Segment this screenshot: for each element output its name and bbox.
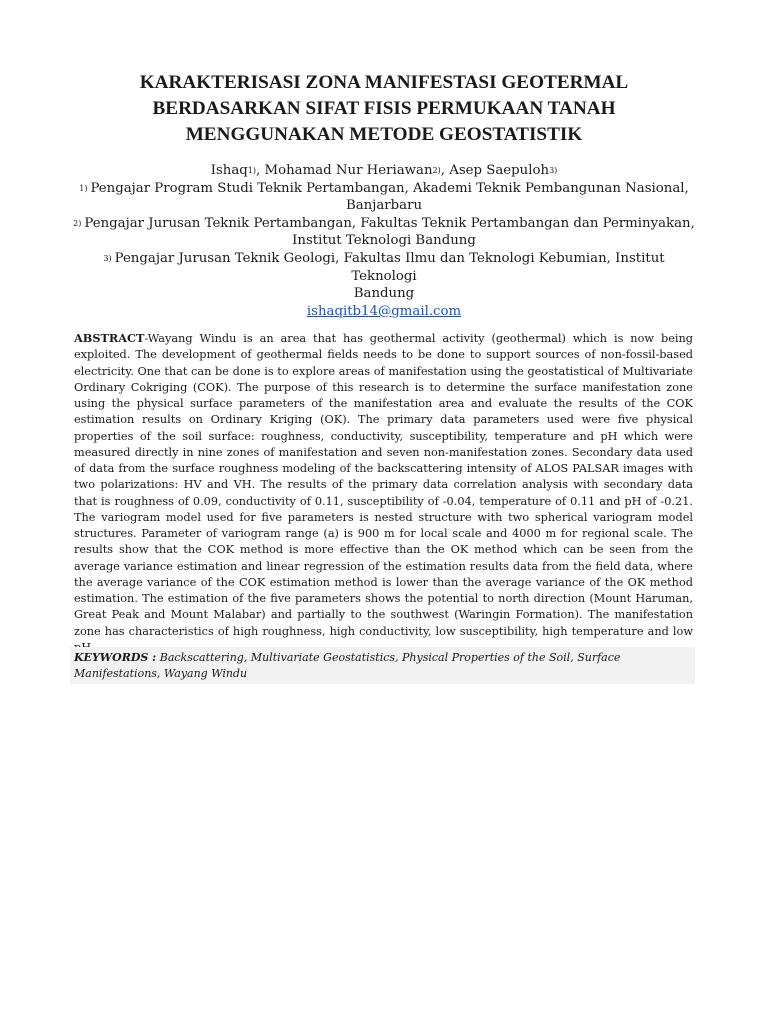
author-separator: ,: [440, 163, 450, 178]
affiliation-text: Pengajar Jurusan Teknik Geologi, Fakultas Ilmu dan Teknologi Kebumian, Institut Teknologi: [114, 250, 665, 284]
author-block: [70, 162, 698, 320]
author-mark: 2): [432, 166, 441, 175]
keywords-label: KEYWORDS :: [74, 651, 157, 664]
affiliation-text: Pengajar Jurusan Teknik Pertambangan, Fakultas Teknik Pertambangan dan Perminyakan,: [84, 215, 695, 231]
affiliation-line: Bandung: [353, 286, 415, 302]
title-line: BERDASARKAN SIFAT FISIS PERMUKAAN TANAH: [152, 98, 616, 119]
affiliation-mark: 2): [73, 218, 82, 228]
affiliation-line: [70, 180, 698, 198]
title-line: MENGGUNAKAN METODE GEOSTATISTIK: [185, 124, 583, 145]
title-line: KARAKTERISASI ZONA MANIFESTASI GEOTERMAL: [139, 72, 629, 93]
author-mark: 1): [247, 166, 257, 175]
paper-title: [70, 70, 698, 148]
author-list: [70, 162, 698, 180]
abstract-text: -Wayang Windu is an area that has geothermal activity (geothermal) which is now being exploited. The development of geothermal fields needs to be done to support sources of non-fossil-based electricity. One that can be done is to explore areas of manifestation using the geostatistical of Multivariate Ordinary Cokriging (COK). The purpose of this research is to determine the surface manifestation zone using the physical surface parameters of the manifestation area and evaluate the results of the COK estimation results on Ordinary Kriging (OK). The primary data parameters used were five physical properties of the soil surface: roughness, conductivity, susceptibility, temperature and pH which were measured directly in nine zones of manifestation and seven non-manifestation zones. Secondary data used of data from the surface roughness modeling of the backscattering intensity of ALOS PALSAR images with two polarizations: HV and VH. The results of the primary data correlation analysis with secondary data that is roughness of 0.09, conductivity of 0.11, susceptibility of -0.04, temperature of 0.11 and pH of -0.21. The variogram model used for five parameters is nested structure with two spherical variogram model structures. Parameter of variogram range (a) is 900 m for local scale and 4000 m for regional scale. The results show that the COK method is more effective than the OK method which can be seen from the average variance estimation and linear regression of the estimation results data from the field data, where the average variance of the COK estimation method is lower than the average variance of the OK method estimation. The estimation of the five parameters shows the potential to north direction (Mount Haruman, Great Peak and Mount Malabar) and partially to the southwest (Waringin Formation). The manifestation zone has characteristics of high roughness, high conductivity, low susceptibility, high temperature and low: [74, 332, 693, 638]
affiliation-mark: 3): [103, 253, 112, 263]
email-line: [70, 303, 698, 321]
author-name: Asep Saepuloh: [449, 163, 550, 178]
abstract-label: ABSTRACT: [74, 331, 145, 345]
abstract: [74, 330, 693, 656]
affiliation-line: Banjarbaru: [345, 198, 423, 214]
affiliation-line: [70, 215, 698, 233]
email-link[interactable]: ishaqitb14@gmail.com: [306, 303, 462, 319]
affiliation-line: Institut Teknologi Bandung: [292, 233, 476, 249]
affiliation-mark: 1): [79, 183, 88, 193]
keywords-text: Backscattering, Multivariate Geostatistics, Physical Properties of the Soil, Surface Manifestations, Wayang Windu: [74, 651, 621, 680]
author-mark: 3): [549, 166, 558, 175]
author-name: Ishaq: [210, 163, 248, 178]
affiliation-line: [70, 250, 698, 285]
author-separator: ,: [256, 163, 265, 178]
keywords-box: [70, 647, 695, 684]
affiliation-text: Pengajar Program Studi Teknik Pertambangan, Akademi Teknik Pembangunan Nasional,: [90, 180, 689, 196]
author-name: Mohamad Nur Heriawan: [264, 163, 433, 178]
